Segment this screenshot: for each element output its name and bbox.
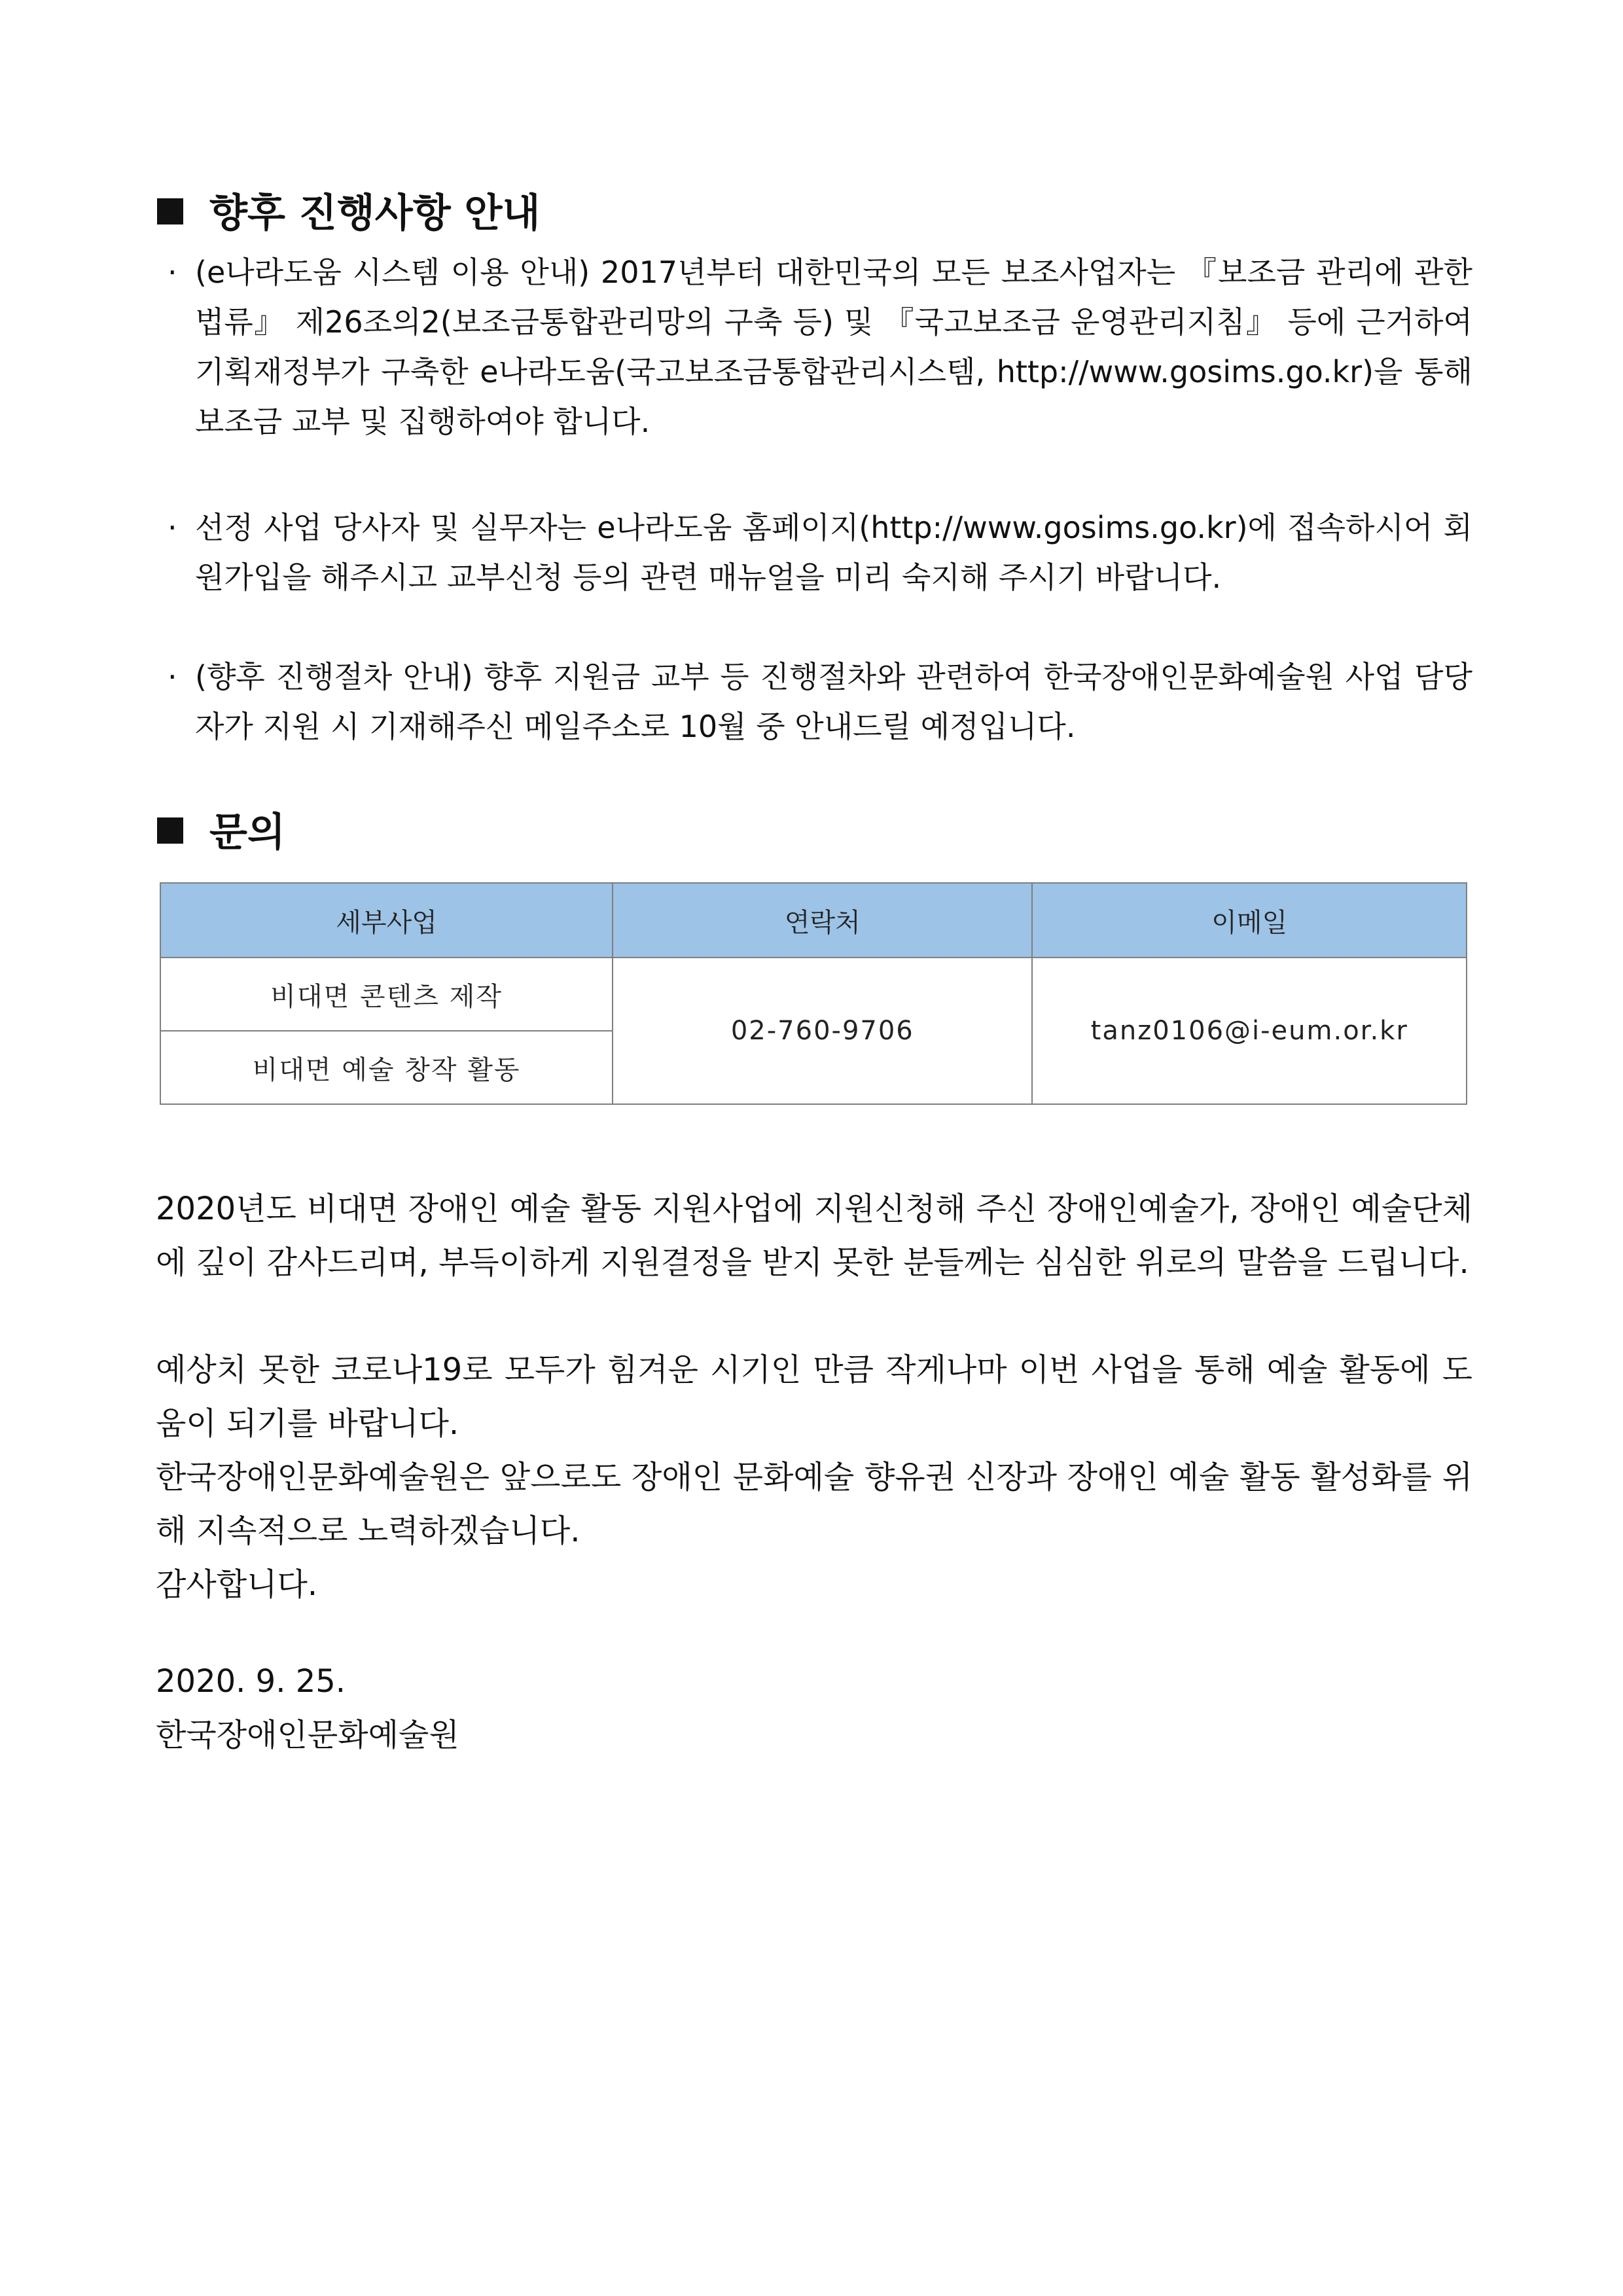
header-email: 이메일 [1032, 883, 1467, 958]
header-phone: 연락처 [613, 883, 1032, 958]
table-header-row [160, 883, 1467, 958]
dot-bullet-icon: · [168, 659, 177, 694]
closing-thanks: 감사합니다. [156, 1566, 318, 1603]
section-title: 문의 [209, 810, 285, 855]
bullet-text: (향후 진행절차 안내) 향후 지원금 교부 등 진행절차와 관련하여 한국장애인문화예술원 사업 담당자가 지원 시 기재해주신 메일주소로 10월 중 안내드릴 예정입니다. [195, 659, 1472, 744]
phone-cell: 02-760-9706 [613, 958, 1032, 1104]
document-date: 2020. 9. 25. [156, 1663, 346, 1700]
section-title: 향후 진행사항 안내 [209, 190, 541, 236]
bullet-text: (e나라도움 시스템 이용 안내) 2017년부터 대한민국의 모든 보조사업자는 『보조금 관리에 관한 법류』 제26조의2(보조금통합관리망의 구축 등) 및 『국고보조금 운영관리지침』 등에 근거하여 기획재정부가 구축한 e나라도움(국고보조금통합관리시스템, http://www.gosims.go.kr)을 통해 보조금 교부 및 집행하여야 합니다. [195, 255, 1472, 439]
bullet-item-e-narado-system [157, 247, 1472, 446]
square-bullet-icon [157, 817, 183, 844]
contact-table [160, 882, 1467, 1105]
bullet-item-signup [157, 503, 1472, 602]
closing-paragraph-covid: 예상치 못한 코로나19로 모두가 힘겨운 시기인 만큼 작게나마 이번 사업을 통해 예술 활동에 도움이 되기를 바랍니다. [156, 1352, 1472, 1442]
issuing-organization: 한국장애인문화예술원 [156, 1717, 459, 1753]
bullet-item-next-procedure [157, 652, 1472, 751]
program-cell: 비대면 예술 창작 활동 [160, 1031, 613, 1104]
closing-paragraph-thanks: 2020년도 비대면 장애인 예술 활동 지원사업에 지원신청해 주신 장애인예술가, 장애인 예술단체에 깊이 감사드리며, 부득이하게 지원결정을 받지 못한 분들께는 심심한 위로의 말씀을 드립니다. [156, 1191, 1472, 1281]
header-program: 세부사업 [160, 883, 613, 958]
bullet-text: 선정 사업 당사자 및 실무자는 e나라도움 홈페이지(http://www.gosims.go.kr)에 접속하시어 회원가입을 해주시고 교부신청 등의 관련 매뉴얼을 미리 숙지해 주시기 바랍니다. [195, 510, 1472, 595]
email-cell: tanz0106@i-eum.or.kr [1032, 958, 1467, 1104]
program-cell: 비대면 콘텐츠 제작 [160, 958, 613, 1031]
section-heading-inquiry [157, 806, 285, 859]
table-row [160, 958, 1467, 1031]
section-heading-next-steps [157, 187, 540, 240]
closing-paragraph-commitment: 한국장애인문화예술원은 앞으로도 장애인 문화예술 향유권 신장과 장애인 예술 활동 활성화를 위해 지속적으로 노력하겠습니다. [156, 1459, 1472, 1549]
square-bullet-icon [157, 198, 183, 224]
dot-bullet-icon: · [168, 510, 177, 545]
dot-bullet-icon: · [168, 255, 177, 290]
